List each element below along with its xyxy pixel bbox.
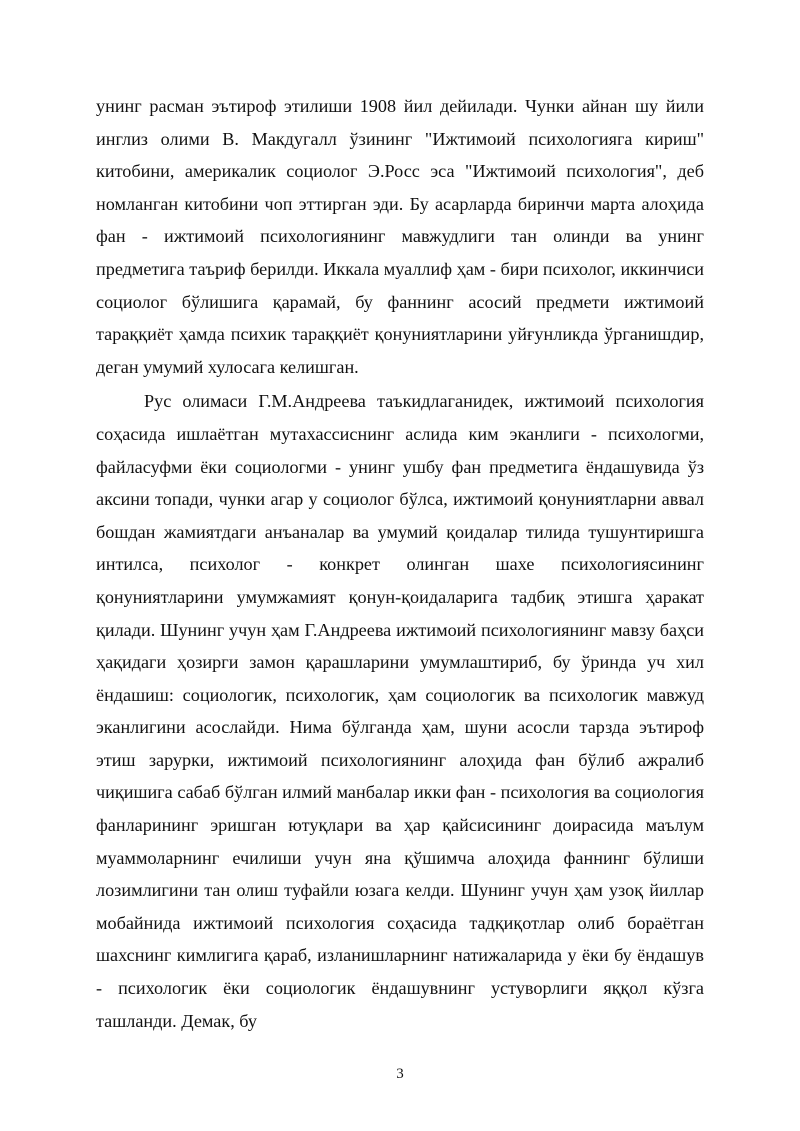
paragraph-1: унинг расман эътироф этилиши 1908 йил дейилади. Чунки айнан шу йили инглиз олими В. Макдугалл ўзининг "Ижтимоий психологияга кириш" китобини, америкалик социолог Э.Росс эса "Ижтимоий психология", деб номланган китобини чоп эттирган эди. Бу асарларда биринчи марта алоҳида фан - ижтимоий психологиянинг мавжудлиги тан олинди ва унинг предметига таъриф берилди. Иккала муаллиф ҳам - бири психолог, иккинчиси социолог бўлишига қарамай, бу фаннинг асосий предмети ижтимоий тараққиёт ҳамда психик тараққиёт қонуниятларини уйғунликда ўрганишдир, деган умумий хулосага келишган.	[96, 96, 704, 377]
page-number: 3	[396, 1066, 404, 1082]
body-text	[96, 90, 704, 1037]
paragraph-2: Рус олимаси Г.М.Андреева таъкидлаганидек, ижтимоий психология соҳасида ишлаётган мутахассиснинг аслида ким эканлиги - психологми, файласуфми ёки социологми - унинг ушбу фан предметига ёндашувида ўз аксини топади, чунки агар у социолог бўлса, ижтимоий қонуниятларни аввал бошдан жамиятдаги анъаналар ва умумий қоидалар тилида тушунтиришга интилса, психолог - конкрет олинган шахе психологиясининг қонуниятларини умумжамият қонун-қоидаларига тадбиқ этишга ҳаракат қилади. Шунинг учун ҳам Г.Андреева ижтимоий психологиянинг мавзу баҳси ҳақидаги ҳозирги замон қарашларини умумлаштириб, бу ўринда уч хил ёндашиш: социологик, психологик, ҳам социологик ва психологик мавжуд эканлигини асослайди. Нима бўлганда ҳам, шуни асосли тарзда эътироф этиш зарурки, ижтимоий психологиянинг алоҳида фан бўлиб ажралиб чиқишига сабаб бўлган илмий манбалар икки фан - психология ва социология фанларининг эришган ютуқлари ва ҳар қайсисининг доирасида маълум муаммоларнинг ечилиши учун яна қўшимча алоҳида фаннинг бўлиши лозимлигини тан олиш туфайли юзага келди. Шунинг учун ҳам узоқ йиллар мобайнида ижтимоий психология соҳасида тадқиқотлар олиб бораётган шахснинг кимлигига қараб, изланишларнинг натижаларида у ёки бу ёндашув - психологик ёки социологик ёндашувнинг устуворлиги яққол кўзга ташланди. Демак, бу	[96, 391, 704, 1031]
